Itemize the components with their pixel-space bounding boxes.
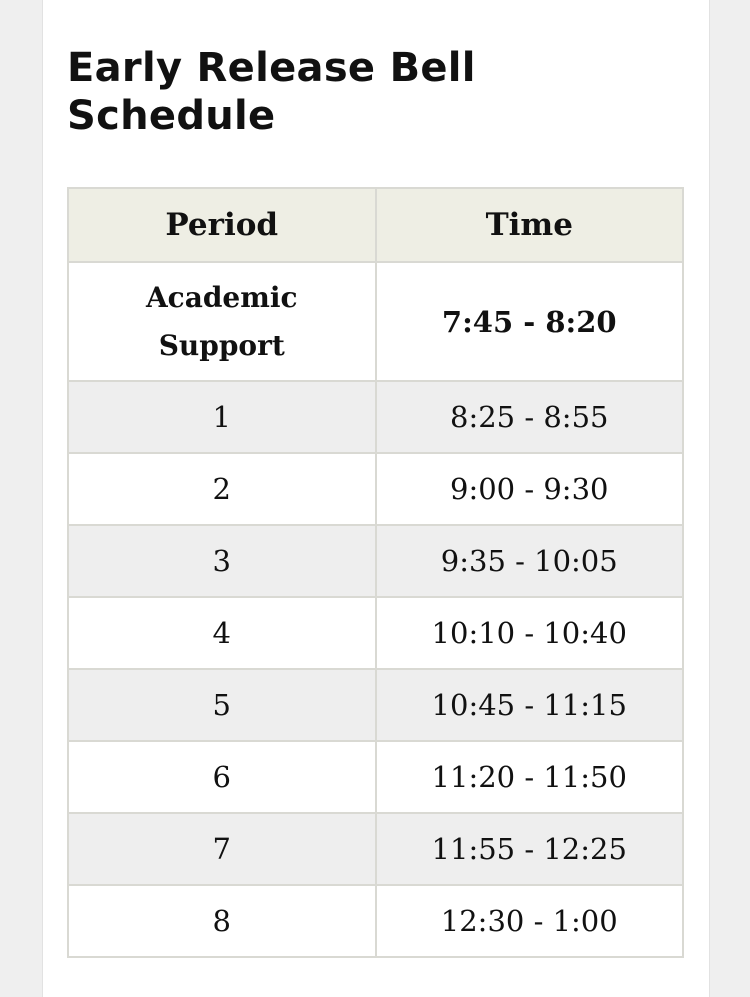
period-cell: 2 — [68, 453, 376, 525]
page-title: Early Release Bell Schedule — [67, 45, 476, 139]
period-cell: 7 — [68, 813, 376, 885]
period-cell: 8 — [68, 885, 376, 957]
content-card — [42, 0, 710, 997]
period-cell: 1 — [68, 381, 376, 453]
column-header-period: Period — [68, 188, 376, 262]
time-cell: 10:10 - 10:40 — [376, 597, 684, 669]
time-cell: 8:25 - 8:55 — [376, 381, 684, 453]
period-cell: 3 — [68, 525, 376, 597]
time-cell: 7:45 - 8:20 — [376, 262, 684, 381]
time-cell: 11:20 - 11:50 — [376, 741, 684, 813]
period-cell: Academic Support — [68, 262, 376, 381]
period-cell: 4 — [68, 597, 376, 669]
time-cell: 12:30 - 1:00 — [376, 885, 684, 957]
table-row — [68, 669, 683, 741]
table-row — [68, 885, 683, 957]
period-cell: 6 — [68, 741, 376, 813]
time-cell: 9:00 - 9:30 — [376, 453, 684, 525]
time-cell: 10:45 - 11:15 — [376, 669, 684, 741]
table-row — [68, 453, 683, 525]
table-row — [68, 262, 683, 381]
table-row — [68, 597, 683, 669]
period-cell: 5 — [68, 669, 376, 741]
time-cell: 11:55 - 12:25 — [376, 813, 684, 885]
column-header-time: Time — [376, 188, 684, 262]
time-cell: 9:35 - 10:05 — [376, 525, 684, 597]
table-row — [68, 813, 683, 885]
table-row — [68, 525, 683, 597]
table-row — [68, 741, 683, 813]
table-row — [68, 381, 683, 453]
table-header-row — [68, 188, 683, 262]
bell-schedule-table — [67, 187, 684, 958]
